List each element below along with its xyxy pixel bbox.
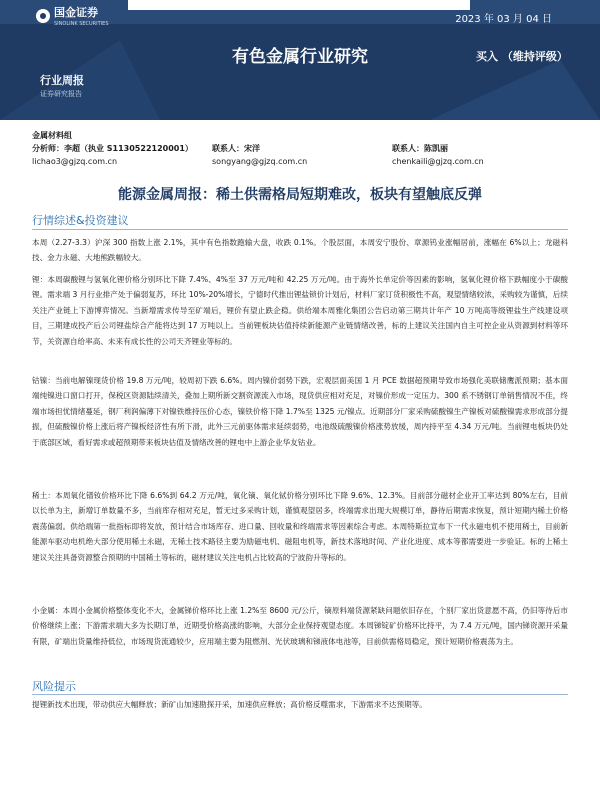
analyst-group: 金属材料组 — [32, 131, 72, 140]
section-title-risk: 风险提示 — [32, 680, 76, 693]
industry-title: 有色金属行业研究 — [232, 47, 368, 67]
analyst-li-chao — [32, 143, 193, 166]
report-banner — [0, 0, 600, 120]
logo-name: 国金证券 — [54, 6, 98, 19]
paragraph-risk: 提锂新技术出现，带动供应大幅释放；新矿山加速勘探开采，加速供应释放；高价格反噬需求，下游需求不达预期等。 — [32, 700, 427, 709]
paragraph-cobalt-nickel: 钴镍：当前电解镍现货价格 19.8 万元/吨，较周初下跌 6.6%。周内镍价弱势下跌，宏观层面美国 1 月 PCE 数据超预期导致市场强化美联储鹰派预期；基本面端纯镍进口窗口打开，保税区资源陆续清关，叠加上期所新交割资源流入市场，现货供应相对充足，对镍价形成一定压力。300 系不锈钢订单销售情况不佳，终端市场担忧情绪蔓延，钢厂利润偏薄下对镍铁维持压价心态，镍铁价格下降 1.7%至 1325 元/镍点。近期部分厂家采购硫酸镍生产镍板对硫酸镍需求形成部分提振，但硫酸镍价格上涨后将产镍板经济性有所下滑，此外三元前驱体需求延续弱势，电池级硫酸镍价格涨势放缓，周内持平至 4.34 万元/吨。当前锂电板块仍处于底部区域，看好需求或超预期带来板块估值及情绪改善的锂电中上游企业华友钴业。 — [32, 376, 568, 447]
section-title-summary: 行情综述&投资建议 — [32, 214, 129, 227]
contact-email[interactable]: chenkaili@gjzq.com.cn — [392, 157, 484, 166]
report-type: 行业周报 — [40, 74, 84, 87]
analyst-name: 分析师：李超（执业 S1130522120001） — [32, 144, 193, 153]
paragraph-rare-earth: 稀土：本周氧化镨钕价格环比下降 6.6%到 64.2 万元/吨，氧化镝、氧化铽价格分别环比下降 9.6%、12.3%。目前部分磁材企业开工率达到 80%左右，目前以长单为主，新增订单数量不多，当前库存相对充足，暂无过多采购计划，谨慎观望居多，终端需求出现大规模订单，静待后期需求恢复，预计短期内稀土价格震荡偏弱。供给端第一批指标即将发放，预计结合市场库存、进口量、回收量和终端需求等因素综合考虑。本周特斯拉宣布下一代永磁电机不使用稀土，目前新能源车驱动电机绝大部分使用稀土永磁，无稀土技术路径主要为励磁电机、磁阻电机等，新技术落地时间、产业化进度、成本等都需要进一步验证。标的上稀土建议关注具备资源整合预期的中国稀土等标的，磁材建议关注电机占比较高的宁波韵升等标的。 — [32, 491, 568, 562]
analyst-email[interactable]: lichao3@gjzq.com.cn — [32, 157, 118, 166]
contact-email[interactable]: songyang@gjzq.com.cn — [212, 157, 308, 166]
section-divider — [32, 694, 568, 695]
rating: 买入 （维持评级） — [476, 50, 568, 63]
contact-name: 联系人：陈凯丽 — [392, 144, 448, 153]
report-date: 2023 年 03 月 04 日 — [455, 14, 552, 25]
logo-sub: SINOLINK SECURITIES — [54, 21, 109, 27]
header-tab — [128, 0, 470, 10]
report-title: 能源金属周报：稀土供需格局短期难改，板块有望触底反弹 — [118, 187, 482, 203]
report-subtype: 证券研究报告 — [40, 90, 82, 98]
paragraph-lithium: 锂：本周碳酸锂与氢氧化锂价格分别环比下降 7.4%、4%至 37 万元/吨和 42.25 万元/吨。由于海外长单定价等因素的影响，氢氧化锂价格下跌幅度小于碳酸锂。需求端 3 月行业排产处于偏弱复苏，环比 10%-20%增长，宁德时代推出锂盐锁价计划后，材料厂家订货积极性不高，观望情绪较浓，采购较为谨慎，后续关注产业链上下游博弈情况。当新增需求传导至矿端后，锂价有望止跌企稳。供给端本周雅化集团公告启动第三期共计年产 10 万吨高等级锂盐生产线建设项目，三期建成投产后公司锂盐综合产能将达到 17 万吨以上。当前锂板块估值持续新能源产业链情绪改善，标的上建议关注国内自主可控企业从资源到材料等环节，关资源自给率高、未来有成长性的公司天齐锂业等标的。 — [32, 275, 568, 346]
logo-icon — [36, 9, 50, 23]
contact-name: 联系人：宋洋 — [212, 144, 260, 153]
contact-chen-kaili — [392, 143, 484, 166]
paragraph-market: 本周（2.27-3.3）沪深 300 指数上涨 2.1%，其中有色指数跑输大盘，收跌 0.1%。个股层面，本周安宁股份、章源钨业涨幅居前，涨幅在 6%以上；龙磁科技、金力永磁、大地熊跌幅较大。 — [32, 238, 568, 263]
section-divider — [32, 229, 568, 230]
company-logo — [36, 4, 109, 27]
contact-song-yang — [212, 143, 307, 166]
paragraph-minor-metals: 小金属：本周小金属价格整体变化不大，金属锑价格环比上涨 1.2%至 8600 元/公斤，镝原料端货源紧缺问题依旧存在，个别厂家出货意愿不高，仍旧等待后市价格继续上涨；下游需求端大多为长期订单，近期受价格高涨的影响，大部分企业保持观望态度。本周锑锭矿价格环比持平，为 7.4 万元/吨，国内锑资源开采量有限，矿端出货量维持低位，市场现货流通较少，应用端主要为阻燃剂、光伏玻璃和锑液体电池等，目前供需格局稳定，预计短期价格震荡为主。 — [32, 606, 568, 646]
